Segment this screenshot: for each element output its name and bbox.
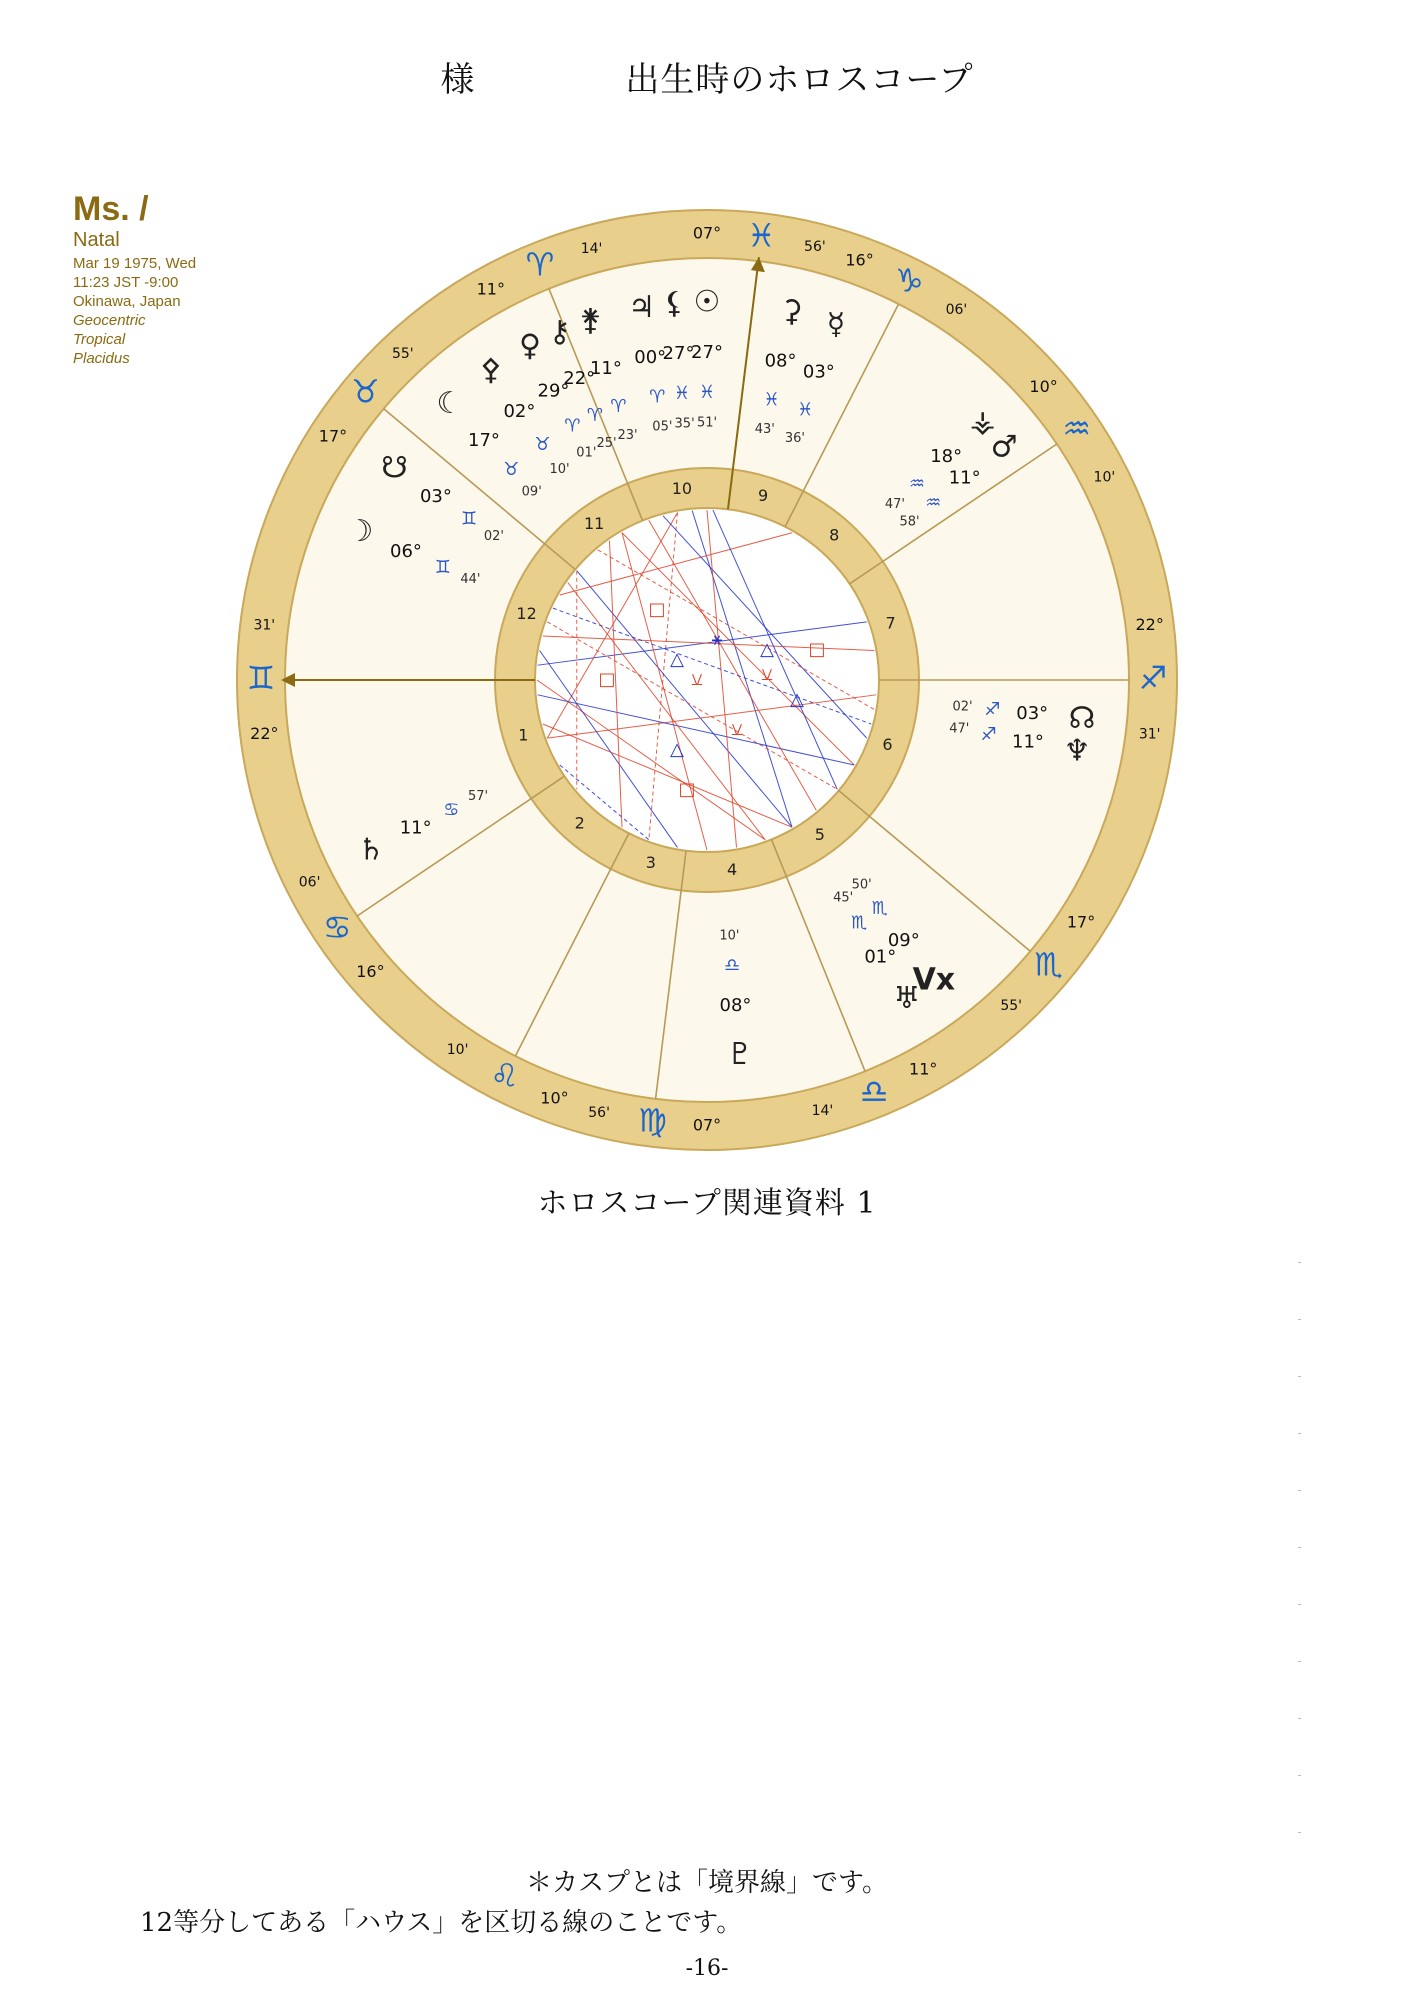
house-number-6: 6 xyxy=(882,735,893,755)
planet-moon-icon: ☽ xyxy=(346,514,374,550)
house-number-12: 12 xyxy=(516,603,537,623)
system-geocentric: Geocentric xyxy=(73,312,146,329)
planet-jupiter-icon: ♃ xyxy=(628,290,655,326)
planet-neptune-icon: ♆ xyxy=(1063,733,1091,769)
page-title xyxy=(0,52,1414,101)
planet-jupiter-sign: ♈ xyxy=(649,386,666,408)
planet-lilith-min: 35' xyxy=(674,416,695,432)
planet-saturn-icon: ♄ xyxy=(357,832,385,868)
planet-selena-min: 09' xyxy=(521,484,542,500)
planet-uranus-deg: 01° xyxy=(864,946,897,968)
descendant-sign: ♐ xyxy=(1138,659,1168,697)
planet-sun-min: 51' xyxy=(696,415,718,431)
planet-juno-icon: ⚵ xyxy=(579,302,602,338)
planet-north-node-sign: ♐ xyxy=(984,698,1001,720)
planet-venus-min: 01' xyxy=(576,445,597,461)
house-number-2: 2 xyxy=(574,813,585,833)
imum-coeli-deg: 07° xyxy=(692,1115,722,1135)
planet-mars-sign: ♒ xyxy=(925,492,942,514)
page-number: -16- xyxy=(685,1956,729,1981)
planet-uranus-min: 45' xyxy=(833,890,854,906)
note-house-definition: 12等分してある「ハウス」を区切る線のことです。 xyxy=(140,1908,743,1938)
cusp-2-sign: ♏ xyxy=(1034,945,1063,984)
aspect-symbol: ⚺ xyxy=(761,664,773,685)
cusp-4-deg: 10° xyxy=(540,1088,569,1108)
house-number-11: 11 xyxy=(583,514,605,534)
note-cusp-definition: ＊カスプとは「境界線」です。 xyxy=(526,1868,888,1898)
horoscope-wheel xyxy=(227,200,1187,1160)
planet-north-node-min: 02' xyxy=(952,699,973,715)
planet-lilith-deg: 27° xyxy=(662,343,695,365)
aspect-symbol: △ xyxy=(670,649,684,670)
planet-vesta-icon: ⚶ xyxy=(969,404,996,440)
system-tropical: Tropical xyxy=(73,331,126,348)
planet-chiron-icon: ⚷ xyxy=(548,314,571,350)
planet-chiron-sign: ♈ xyxy=(586,404,603,426)
aspect-symbol: □ xyxy=(678,779,696,800)
planet-moon-sign: ♊ xyxy=(434,556,451,578)
house-number-9: 9 xyxy=(758,485,769,505)
cusp-5-min: 06' xyxy=(298,874,321,891)
planet-vesta-sign: ♒ xyxy=(908,473,925,495)
planet-vertex-sign: ♏ xyxy=(871,898,888,920)
aspect-symbol: □ xyxy=(648,599,666,620)
planet-selena-sign: ♉ xyxy=(503,459,520,481)
honorific: 様 xyxy=(440,60,476,100)
cusp-6-deg: 17° xyxy=(318,426,348,446)
margin-ticks xyxy=(1298,1262,1304,1889)
birth-time: 11:23 JST -9:00 xyxy=(73,274,179,291)
planet-saturn-deg: 11° xyxy=(399,817,432,839)
descendant-deg: 22° xyxy=(1135,615,1164,635)
planet-selena-deg: 17° xyxy=(468,429,500,451)
planet-moon-min: 44' xyxy=(460,572,481,588)
planet-juno-min: 23' xyxy=(617,428,638,444)
planet-venus-sign: ♈ xyxy=(564,415,581,437)
chart-info xyxy=(73,192,196,370)
midheaven-sign: ♓ xyxy=(747,216,776,255)
cusp-3-deg: 11° xyxy=(909,1059,938,1079)
planet-south-node-deg: 03° xyxy=(419,486,452,508)
planet-north-node-deg: 03° xyxy=(1016,703,1049,725)
planet-south-node-icon: ☋ xyxy=(381,450,408,486)
planet-chiron-deg: 22° xyxy=(563,367,596,389)
midheaven-deg: 07° xyxy=(692,223,722,243)
planet-chiron-min: 25' xyxy=(596,435,617,451)
planet-vesta-min: 47' xyxy=(884,497,906,513)
cusp-0-min: 10' xyxy=(1093,469,1116,486)
planet-mars-icon: ♂ xyxy=(990,429,1018,465)
planet-south-node-min: 02' xyxy=(483,528,504,544)
planet-pallas-icon: ⚴ xyxy=(479,352,502,388)
client-name: Ms. / xyxy=(73,190,149,228)
planet-vertex-icon: Vx xyxy=(912,962,956,998)
cusp-2-deg: 17° xyxy=(1066,912,1096,932)
planet-mercury-min: 36' xyxy=(784,430,805,446)
cusp-7-sign: ♈ xyxy=(525,245,555,284)
cusp-7-min: 14' xyxy=(580,241,603,258)
birth-date: Mar 19 1975, Wed xyxy=(73,255,197,272)
planet-neptune-deg: 11° xyxy=(1012,731,1044,753)
cusp-1-deg: 16° xyxy=(845,250,874,270)
aspect-symbol: ⚹ xyxy=(711,629,723,650)
cusp-5-deg: 16° xyxy=(356,962,385,982)
aspect-symbol: □ xyxy=(808,639,826,660)
aspect-symbol: ⚺ xyxy=(691,669,703,690)
planet-ceres-sign: ♓ xyxy=(763,389,780,411)
planet-lilith-sign: ♓ xyxy=(673,383,691,405)
planet-ceres-deg: 08° xyxy=(764,350,797,372)
cusp-4-min: 10' xyxy=(446,1041,469,1058)
house-number-3: 3 xyxy=(645,853,656,873)
planet-mercury-sign: ♓ xyxy=(797,399,814,421)
planet-pallas-deg: 02° xyxy=(503,401,536,423)
house-number-10: 10 xyxy=(671,479,693,499)
planet-mars-min: 58' xyxy=(899,514,920,530)
cusp-0-sign: ♒ xyxy=(1062,409,1092,448)
planet-neptune-min: 47' xyxy=(949,721,970,737)
midheaven-min: 56' xyxy=(804,239,826,256)
planet-uranus-icon: ♅ xyxy=(893,981,921,1017)
planet-jupiter-min: 05' xyxy=(652,419,673,435)
figure-caption: ホロスコープ関連資料 1 xyxy=(537,1186,877,1221)
ascendant-deg: 22° xyxy=(250,723,279,743)
planet-neptune-sign: ♐ xyxy=(980,723,997,745)
planet-sun-icon: ☉ xyxy=(693,284,721,320)
planet-sun-deg: 27° xyxy=(691,342,723,363)
birth-place: Okinawa, Japan xyxy=(73,293,181,310)
cusp-0-deg: 10° xyxy=(1029,376,1058,396)
planet-selena-icon: ☾ xyxy=(436,385,464,421)
imum-coeli-min: 56' xyxy=(588,1104,610,1121)
house-number-1: 1 xyxy=(518,725,529,745)
planet-vesta-deg: 18° xyxy=(930,445,963,467)
cusp-3-sign: ♎ xyxy=(859,1072,889,1111)
planet-pallas-sign: ♉ xyxy=(534,433,551,455)
aspect-field xyxy=(535,508,879,852)
planet-juno-sign: ♈ xyxy=(610,396,627,418)
cusp-4-sign: ♌ xyxy=(490,1056,519,1095)
ascendant-sign: ♊ xyxy=(246,659,276,697)
descendant-min: 31' xyxy=(1138,726,1161,743)
planet-ceres-icon: ⚳ xyxy=(780,294,803,330)
imum-coeli-sign: ♍ xyxy=(638,1101,667,1140)
planet-ceres-min: 43' xyxy=(754,422,775,438)
ascendant-min: 31' xyxy=(253,617,276,634)
house-number-7: 7 xyxy=(885,613,896,633)
planet-pluto-min: 10' xyxy=(719,928,740,944)
cusp-1-sign: ♑ xyxy=(895,261,924,300)
house-number-8: 8 xyxy=(829,525,840,545)
aspect-symbol: △ xyxy=(760,639,774,660)
planet-mercury-icon: ☿ xyxy=(826,307,846,343)
planet-pluto-icon: ♇ xyxy=(726,1037,754,1073)
house-number-5: 5 xyxy=(814,824,825,844)
planet-lilith-icon: ⚸ xyxy=(663,285,686,321)
title-text: 出生時のホロスコープ xyxy=(625,60,974,100)
system-placidus: Placidus xyxy=(73,350,130,367)
planet-saturn-sign: ♋ xyxy=(443,799,460,821)
planet-venus-icon: ♀ xyxy=(519,328,542,364)
aspect-symbol: △ xyxy=(670,739,684,760)
planet-mercury-deg: 03° xyxy=(802,361,835,383)
aspect-symbol: □ xyxy=(598,669,616,690)
planet-north-node-icon: ☊ xyxy=(1068,700,1096,736)
cusp-3-min: 14' xyxy=(811,1102,834,1119)
aspect-symbol: ⚺ xyxy=(731,719,743,740)
planet-moon-deg: 06° xyxy=(390,541,422,563)
planet-mars-deg: 11° xyxy=(948,467,981,489)
planet-jupiter-deg: 00° xyxy=(634,346,667,368)
planet-venus-deg: 29° xyxy=(537,380,570,402)
cusp-6-sign: ♉ xyxy=(351,372,380,411)
cusp-1-min: 06' xyxy=(945,302,968,319)
planet-saturn-min: 57' xyxy=(467,789,489,805)
cusp-2-min: 55' xyxy=(1000,998,1023,1015)
planet-pluto-deg: 08° xyxy=(719,994,752,1016)
aspect-symbol: △ xyxy=(790,689,804,710)
planet-vertex-deg: 09° xyxy=(887,930,920,952)
planet-uranus-sign: ♏ xyxy=(851,912,868,934)
planet-south-node-sign: ♊ xyxy=(460,508,478,530)
cusp-7-deg: 11° xyxy=(476,279,505,299)
cusp-5-sign: ♋ xyxy=(322,908,352,947)
planet-pluto-sign: ♎ xyxy=(723,954,741,976)
planet-vertex-min: 50' xyxy=(851,877,872,893)
house-number-4: 4 xyxy=(726,859,738,879)
planet-sun-sign: ♓ xyxy=(698,382,716,403)
cusp-6-min: 55' xyxy=(391,345,414,362)
planet-juno-deg: 11° xyxy=(589,358,622,380)
planet-pallas-min: 10' xyxy=(549,461,570,477)
chart-type: Natal xyxy=(73,229,120,251)
